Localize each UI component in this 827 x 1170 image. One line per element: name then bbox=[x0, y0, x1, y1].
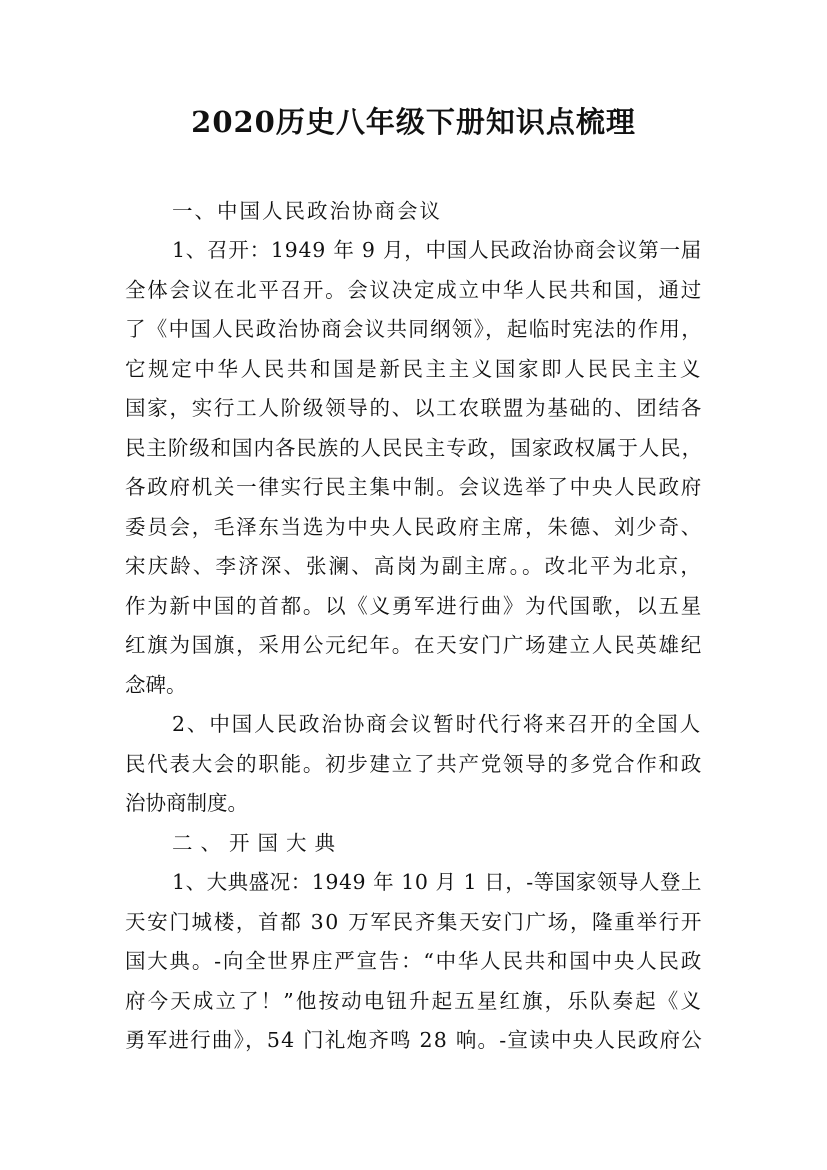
paragraph-line: 民代表大会的职能。初步建立了共产党领导的多党合作和政 bbox=[125, 752, 703, 776]
paragraph-line: 天安门城楼，首都 30 万军民齐集天安门广场，隆重举行开 bbox=[125, 910, 703, 934]
paragraph-line: 2、中国人民政治协商会议暂时代行将来召开的全国人 bbox=[172, 712, 702, 736]
paragraph-line: 红旗为国旗，采用公元纪年。在天安门广场建立人民英雄纪 bbox=[125, 633, 703, 657]
paragraph-line: 全体会议在北平召开。会议决定成立中华人民共和国，通过 bbox=[125, 278, 703, 302]
paragraph-line: 勇军进行曲》，54 门礼炮齐鸣 28 响。-宣读中央人民政府公 bbox=[125, 1028, 703, 1052]
document-title: 2020历史八年级下册知识点梳理 bbox=[191, 105, 636, 139]
paragraph-line: 1、大典盛况：1949 年 10 月 1 日，-等国家领导人登上 bbox=[172, 870, 702, 894]
paragraph-line: 民主阶级和国内各民族的人民民主专政，国家政权属于人民， bbox=[125, 436, 703, 460]
paragraph-line: 委员会，毛泽东当选为中央人民政府主席，朱德、刘少奇、 bbox=[125, 515, 703, 539]
paragraph-line: 作为新中国的首都。以《义勇军进行曲》为代国歌，以五星 bbox=[125, 594, 703, 618]
paragraph-line: 各政府机关一律实行民主集中制。会议选举了中央人民政府 bbox=[125, 475, 703, 499]
section-heading: 二、开国大典 bbox=[172, 831, 343, 855]
section-heading: 一、中国人民政治协商会议 bbox=[172, 199, 442, 223]
paragraph-line: 它规定中华人民共和国是新民主主义国家即人民民主主义 bbox=[125, 357, 703, 381]
paragraph-line: 府今天成立了！”他按动电钮升起五星红旗，乐队奏起《义 bbox=[125, 989, 703, 1013]
paragraph-line: 国大典。-向全世界庄严宣告：“中华人民共和国中央人民政 bbox=[125, 949, 703, 973]
paragraph-line: 了《中国人民政治协商会议共同纲领》，起临时宪法的作用， bbox=[125, 317, 703, 341]
paragraph-line: 宋庆龄、李济深、张澜、高岗为副主席。。改北平为北京， bbox=[125, 554, 703, 578]
paragraph-line: 1、召开：1949 年 9 月，中国人民政治协商会议第一届 bbox=[172, 238, 702, 262]
paragraph-line: 国家，实行工人阶级领导的、以工农联盟为基础的、团结各 bbox=[125, 396, 703, 420]
paragraph-line: 治协商制度。 bbox=[125, 791, 248, 815]
paragraph-line: 念碑。 bbox=[125, 673, 187, 697]
